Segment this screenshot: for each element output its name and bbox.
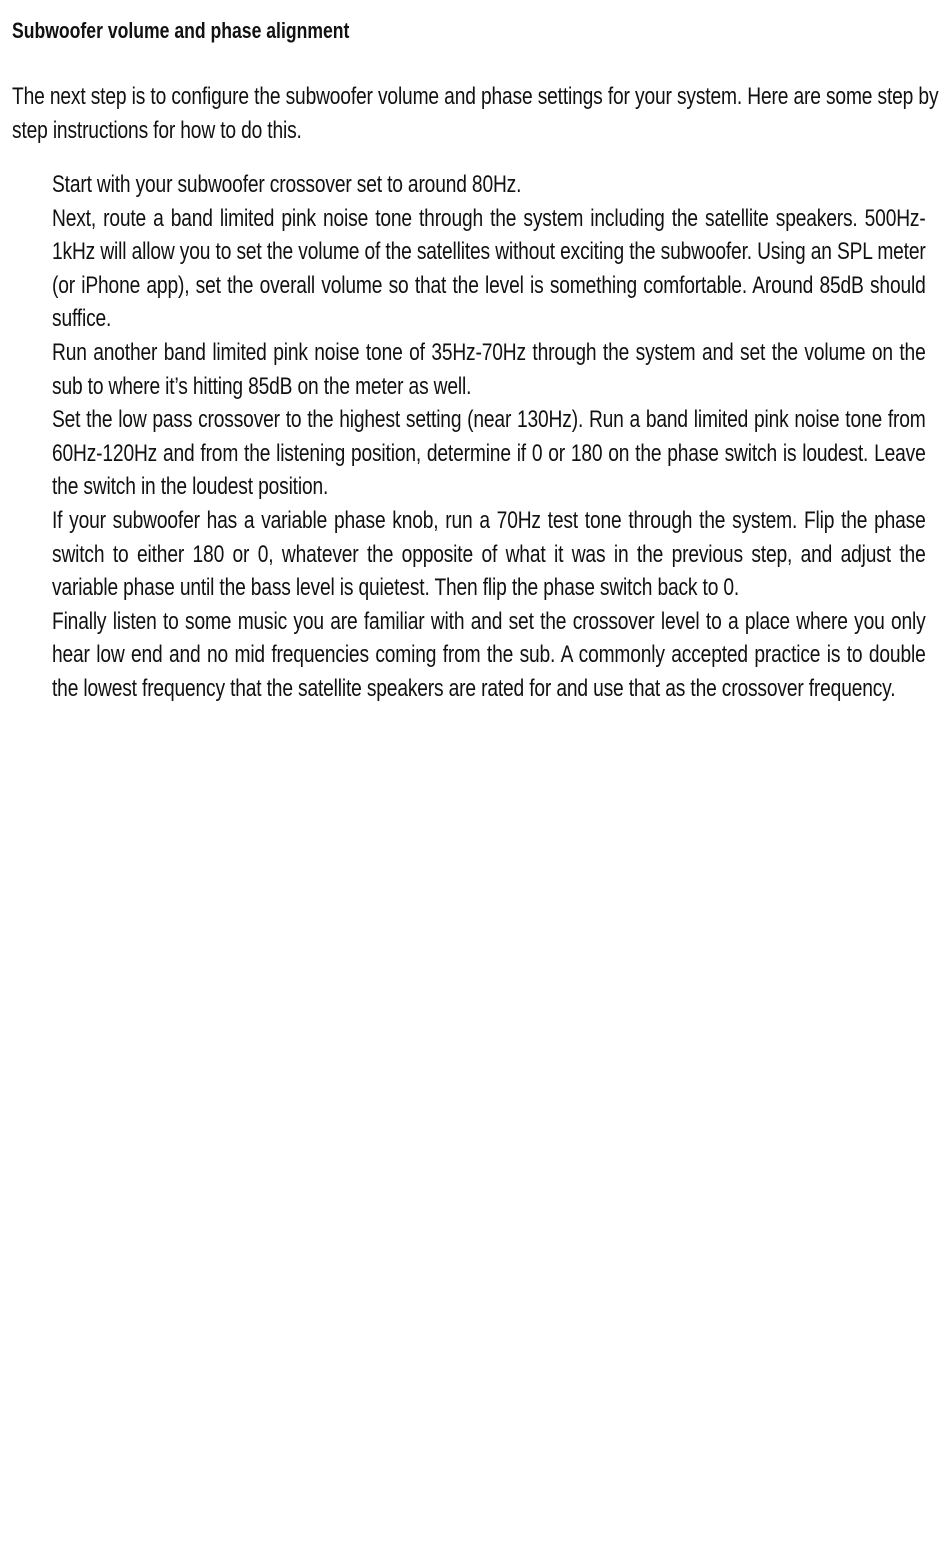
instruction-steps-list [52,168,926,706]
step-item: If your subwoofer has a variable phase knob, run a 70Hz test tone through the system. Flip the phase switch to either 180 or 0, whatever the opposite of what it was in the previous step, and adjust the variable phase until the bass level is quietest. Then flip the phase switch back to 0. [52,506,926,602]
intro-paragraph: The next step is to configure the subwoofer volume and phase settings for your system. Here are some step by step instructions for how to do this. [12,83,939,144]
step-item: Finally listen to some music you are familiar with and set the crossover level to a place where you only hear low end and no mid frequencies coming from the sub. A commonly accepted practice is to double the lowest frequency that the satellite speakers are rated for and use that as the crossover frequency. [52,607,926,702]
document-page [12,14,938,148]
step-item: Next, route a band limited pink noise tone through the system including the satellite speakers. 500Hz-1kHz will allow you to set the volume of the satellites without exciting the subwoofer. Using an SPL meter (or iPhone app), set the overall volume so that the level is something comfortable. Around 85dB should suffice. [52,204,926,333]
step-item: Run another band limited pink noise tone of 35Hz-70Hz through the system and set the volume on the sub to where it’s hitting 85dB on the meter as well. [52,338,926,400]
step-item: Start with your subwoofer crossover set to around 80Hz. [52,171,522,198]
step-item: Set the low pass crossover to the highest setting (near 130Hz). Run a band limited pink noise tone from 60Hz-120Hz and from the listening position, determine if 0 or 180 on the phase switch is loudest. Leave the switch in the loudest position. [52,406,926,501]
section-heading: Subwoofer volume and phase alignment [12,18,350,43]
